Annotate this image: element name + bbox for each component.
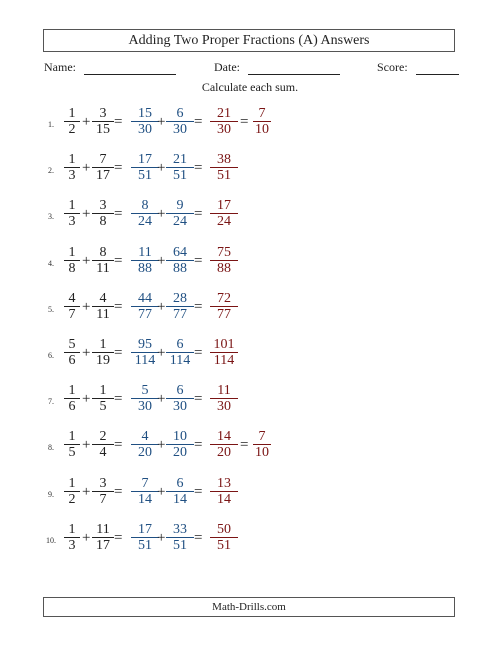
addend-1-denominator: 3 bbox=[64, 213, 80, 229]
sum-result-numerator: 17 bbox=[217, 198, 231, 214]
converted-addend-2-denominator: 51 bbox=[166, 167, 194, 183]
sum-result bbox=[210, 106, 238, 137]
converted-addend-1 bbox=[131, 106, 159, 137]
problem-row bbox=[0, 522, 500, 562]
converted-addend-2-numerator: 28 bbox=[173, 290, 187, 306]
addend-1-denominator: 3 bbox=[64, 167, 80, 183]
sum-result bbox=[210, 291, 238, 322]
sum-result bbox=[210, 337, 238, 368]
addend-2-denominator: 19 bbox=[92, 352, 114, 368]
sum-result-numerator: 38 bbox=[217, 152, 231, 168]
addend-1 bbox=[64, 152, 80, 183]
sum-result-denominator: 14 bbox=[210, 491, 238, 507]
instructions: Calculate each sum. bbox=[201, 80, 299, 94]
sum-result bbox=[210, 245, 238, 276]
converted-addend-2-numerator: 21 bbox=[173, 152, 187, 168]
converted-addend-1-numerator: 4 bbox=[141, 429, 149, 445]
equals-sign: = bbox=[114, 114, 123, 130]
simplified-result-numerator: 7 bbox=[258, 429, 266, 445]
sum-result-denominator: 30 bbox=[210, 398, 238, 414]
simplified-result bbox=[253, 106, 271, 137]
converted-addend-1 bbox=[131, 245, 159, 276]
footer bbox=[43, 597, 455, 617]
converted-addend-2-denominator: 77 bbox=[166, 306, 194, 322]
problem-number: 8. bbox=[48, 443, 54, 453]
addend-2 bbox=[92, 291, 114, 322]
addend-1-numerator: 5 bbox=[68, 337, 76, 352]
sum-result-denominator: 51 bbox=[210, 167, 238, 183]
problem-number: 7. bbox=[48, 397, 54, 407]
converted-addend-1 bbox=[131, 291, 159, 322]
sum-result-denominator: 20 bbox=[210, 444, 238, 460]
converted-addend-2 bbox=[166, 152, 194, 183]
equals-sign: = bbox=[114, 529, 123, 546]
addend-1 bbox=[64, 522, 80, 553]
plus-sign: + bbox=[82, 298, 91, 315]
problem-number: 2. bbox=[48, 166, 54, 176]
addend-2-denominator: 17 bbox=[92, 167, 114, 183]
plus-sign: + bbox=[82, 160, 91, 177]
equals-sign: = bbox=[114, 437, 123, 454]
converted-addend-1-denominator: 24 bbox=[131, 213, 159, 229]
addend-1-denominator: 6 bbox=[64, 352, 80, 368]
converted-addend-1-numerator: 44 bbox=[138, 290, 152, 306]
problem-number: 1. bbox=[48, 120, 54, 129]
sum-result bbox=[210, 198, 238, 229]
sum-result-numerator: 21 bbox=[217, 106, 231, 121]
converted-addend-1-numerator: 15 bbox=[138, 106, 152, 121]
problem-number: 10. bbox=[46, 535, 56, 545]
plus-sign: + bbox=[157, 298, 166, 315]
equals-sign: = bbox=[194, 206, 203, 223]
problem-number: 5. bbox=[48, 304, 54, 314]
converted-addend-2-denominator: 30 bbox=[166, 398, 194, 414]
equals-sign: = bbox=[114, 252, 123, 269]
sum-result-denominator: 114 bbox=[210, 352, 238, 368]
converted-addend-1-numerator: 8 bbox=[141, 198, 149, 214]
converted-addend-2-numerator: 6 bbox=[176, 475, 184, 491]
plus-sign: + bbox=[157, 483, 166, 500]
sum-result-denominator: 51 bbox=[210, 537, 238, 553]
converted-addend-2-denominator: 20 bbox=[166, 444, 194, 460]
addend-2-numerator: 3 bbox=[99, 198, 107, 214]
sum-result-denominator: 24 bbox=[210, 213, 238, 229]
addend-2 bbox=[92, 337, 114, 368]
converted-addend-1-denominator: 14 bbox=[131, 491, 159, 507]
converted-addend-2 bbox=[166, 291, 194, 322]
converted-addend-2-numerator: 10 bbox=[173, 429, 187, 445]
addend-1-numerator: 1 bbox=[68, 521, 76, 537]
addend-2-numerator: 2 bbox=[99, 429, 107, 445]
sum-result bbox=[210, 152, 238, 183]
plus-sign: + bbox=[82, 483, 91, 500]
name-label: Name: bbox=[44, 60, 76, 74]
sum-result-denominator: 88 bbox=[210, 260, 238, 276]
addend-1-numerator: 1 bbox=[68, 244, 76, 260]
addend-1-denominator: 5 bbox=[64, 444, 80, 460]
converted-addend-2-denominator: 114 bbox=[166, 352, 194, 368]
date-label: Date: bbox=[214, 60, 240, 74]
title-text: Adding Two Proper Fractions (A) Answers bbox=[128, 32, 370, 48]
addend-2-numerator: 8 bbox=[99, 244, 107, 260]
problem-number: 9. bbox=[48, 489, 54, 499]
converted-addend-1-denominator: 30 bbox=[131, 398, 159, 414]
converted-addend-2-numerator: 6 bbox=[176, 106, 184, 121]
name-line[interactable] bbox=[84, 63, 176, 75]
addend-2-denominator: 4 bbox=[92, 444, 114, 460]
converted-addend-2-numerator: 9 bbox=[176, 198, 184, 214]
sum-result-denominator: 30 bbox=[210, 121, 238, 137]
addend-1-denominator: 8 bbox=[64, 260, 80, 276]
score-field bbox=[377, 60, 459, 75]
converted-addend-1 bbox=[131, 522, 159, 553]
converted-addend-2 bbox=[166, 522, 194, 553]
addend-1-numerator: 1 bbox=[68, 475, 76, 491]
equals-sign: = bbox=[194, 252, 203, 269]
converted-addend-1 bbox=[131, 198, 159, 229]
plus-sign: + bbox=[82, 114, 91, 130]
converted-addend-2-denominator: 88 bbox=[166, 260, 194, 276]
problem-number: 6. bbox=[48, 351, 54, 360]
sum-result-numerator: 50 bbox=[217, 521, 231, 537]
date-field bbox=[214, 60, 340, 75]
addend-2-numerator: 1 bbox=[99, 337, 107, 352]
equals-sign: = bbox=[240, 437, 249, 454]
sum-result bbox=[210, 383, 238, 414]
sum-result-numerator: 11 bbox=[217, 383, 231, 399]
converted-addend-1-denominator: 51 bbox=[131, 167, 159, 183]
equals-sign: = bbox=[194, 160, 203, 177]
addend-1-denominator: 6 bbox=[64, 398, 80, 414]
converted-addend-2 bbox=[166, 106, 194, 137]
converted-addend-2-denominator: 14 bbox=[166, 491, 194, 507]
addend-2-numerator: 11 bbox=[96, 521, 110, 537]
addend-1 bbox=[64, 291, 80, 322]
addend-2-numerator: 1 bbox=[99, 383, 107, 399]
equals-sign: = bbox=[114, 483, 123, 500]
simplified-result-denominator: 10 bbox=[255, 445, 269, 461]
problem-row bbox=[0, 291, 500, 331]
equals-sign: = bbox=[194, 298, 203, 315]
converted-addend-1-denominator: 77 bbox=[131, 306, 159, 322]
addend-2-numerator: 4 bbox=[99, 290, 107, 306]
plus-sign: + bbox=[157, 252, 166, 269]
sum-result-numerator: 14 bbox=[217, 429, 231, 445]
score-line[interactable] bbox=[416, 63, 459, 75]
converted-addend-2 bbox=[166, 476, 194, 507]
plus-sign: + bbox=[157, 437, 166, 454]
simplified-result-numerator: 7 bbox=[258, 106, 266, 121]
problem-row bbox=[0, 152, 500, 192]
addend-1-denominator: 3 bbox=[64, 537, 80, 553]
converted-addend-2 bbox=[166, 383, 194, 414]
converted-addend-2 bbox=[166, 245, 194, 276]
date-line[interactable] bbox=[248, 63, 340, 75]
converted-addend-1-numerator: 17 bbox=[138, 152, 152, 168]
addend-1 bbox=[64, 429, 80, 460]
problem-row bbox=[0, 106, 500, 146]
addend-1-denominator: 2 bbox=[64, 121, 80, 137]
equals-sign: = bbox=[114, 206, 123, 223]
plus-sign: + bbox=[157, 345, 166, 361]
converted-addend-2 bbox=[166, 337, 194, 368]
converted-addend-1-numerator: 95 bbox=[138, 337, 152, 352]
converted-addend-2-numerator: 33 bbox=[173, 521, 187, 537]
converted-addend-1 bbox=[131, 476, 159, 507]
plus-sign: + bbox=[82, 529, 91, 546]
addend-2 bbox=[92, 522, 114, 553]
converted-addend-2-numerator: 64 bbox=[173, 244, 187, 260]
addend-2 bbox=[92, 429, 114, 460]
converted-addend-1-numerator: 5 bbox=[141, 383, 149, 399]
equals-sign: = bbox=[194, 437, 203, 454]
addend-2 bbox=[92, 152, 114, 183]
simplified-result-denominator: 10 bbox=[255, 122, 269, 137]
plus-sign: + bbox=[157, 114, 166, 130]
problem-row bbox=[0, 337, 500, 377]
converted-addend-2-numerator: 6 bbox=[176, 337, 184, 352]
converted-addend-2 bbox=[166, 198, 194, 229]
equals-sign: = bbox=[194, 114, 203, 130]
converted-addend-1-numerator: 11 bbox=[138, 244, 152, 260]
addend-2 bbox=[92, 476, 114, 507]
addend-2-denominator: 7 bbox=[92, 491, 114, 507]
sum-result-numerator: 13 bbox=[217, 475, 231, 491]
problem-row bbox=[0, 429, 500, 469]
plus-sign: + bbox=[157, 391, 166, 408]
problem-number: 4. bbox=[48, 258, 54, 268]
addend-2-numerator: 3 bbox=[99, 106, 107, 121]
addend-1-numerator: 1 bbox=[68, 198, 76, 214]
addend-1-denominator: 2 bbox=[64, 491, 80, 507]
equals-sign: = bbox=[114, 160, 123, 177]
equals-sign: = bbox=[194, 529, 203, 546]
sum-result bbox=[210, 476, 238, 507]
problem-row bbox=[0, 476, 500, 516]
sum-result bbox=[210, 429, 238, 460]
addend-1 bbox=[64, 198, 80, 229]
equals-sign: = bbox=[240, 114, 249, 130]
converted-addend-1-denominator: 88 bbox=[131, 260, 159, 276]
converted-addend-2-denominator: 51 bbox=[166, 537, 194, 553]
addend-2 bbox=[92, 245, 114, 276]
problem-row bbox=[0, 383, 500, 423]
footer-text: Math-Drills.com bbox=[212, 601, 286, 613]
converted-addend-2-denominator: 24 bbox=[166, 213, 194, 229]
sum-result-numerator: 75 bbox=[217, 244, 231, 260]
addend-1-numerator: 1 bbox=[68, 152, 76, 168]
name-field bbox=[44, 60, 176, 75]
simplified-result bbox=[253, 429, 271, 460]
addend-1 bbox=[64, 337, 80, 368]
converted-addend-2-numerator: 6 bbox=[176, 383, 184, 399]
plus-sign: + bbox=[82, 437, 91, 454]
converted-addend-1 bbox=[131, 337, 159, 368]
addend-1 bbox=[64, 476, 80, 507]
addend-1-numerator: 1 bbox=[68, 106, 76, 121]
converted-addend-1 bbox=[131, 429, 159, 460]
equals-sign: = bbox=[114, 391, 123, 408]
sum-result-numerator: 72 bbox=[217, 290, 231, 306]
problem-row bbox=[0, 198, 500, 238]
addend-2 bbox=[92, 383, 114, 414]
sum-result bbox=[210, 522, 238, 553]
addend-1-denominator: 7 bbox=[64, 306, 80, 322]
addend-1-numerator: 4 bbox=[68, 290, 76, 306]
addend-1-numerator: 1 bbox=[68, 383, 76, 399]
score-label: Score: bbox=[377, 60, 408, 74]
converted-addend-1-denominator: 20 bbox=[131, 444, 159, 460]
converted-addend-1-numerator: 17 bbox=[138, 521, 152, 537]
converted-addend-1-denominator: 51 bbox=[131, 537, 159, 553]
plus-sign: + bbox=[82, 345, 91, 361]
plus-sign: + bbox=[82, 391, 91, 408]
plus-sign: + bbox=[82, 206, 91, 223]
addend-2-denominator: 5 bbox=[92, 398, 114, 414]
addend-2-denominator: 17 bbox=[92, 537, 114, 553]
addend-2-denominator: 15 bbox=[92, 121, 114, 137]
addend-2 bbox=[92, 106, 114, 137]
addend-1 bbox=[64, 245, 80, 276]
converted-addend-1-denominator: 114 bbox=[131, 352, 159, 368]
problem-row bbox=[0, 245, 500, 285]
equals-sign: = bbox=[114, 345, 123, 361]
addend-2-denominator: 11 bbox=[92, 260, 114, 276]
sum-result-denominator: 77 bbox=[210, 306, 238, 322]
sum-result-numerator: 101 bbox=[213, 337, 235, 352]
plus-sign: + bbox=[157, 160, 166, 177]
addend-2-numerator: 7 bbox=[99, 152, 107, 168]
addend-1 bbox=[64, 106, 80, 137]
equals-sign: = bbox=[194, 391, 203, 408]
addend-2-denominator: 8 bbox=[92, 213, 114, 229]
addend-2 bbox=[92, 198, 114, 229]
converted-addend-1-denominator: 30 bbox=[131, 121, 159, 137]
converted-addend-1 bbox=[131, 152, 159, 183]
plus-sign: + bbox=[157, 206, 166, 223]
equals-sign: = bbox=[114, 298, 123, 315]
plus-sign: + bbox=[82, 252, 91, 269]
worksheet-title bbox=[43, 29, 455, 52]
addend-1-numerator: 1 bbox=[68, 429, 76, 445]
plus-sign: + bbox=[157, 529, 166, 546]
converted-addend-2-denominator: 30 bbox=[166, 121, 194, 137]
converted-addend-1-numerator: 7 bbox=[141, 475, 149, 491]
converted-addend-2 bbox=[166, 429, 194, 460]
problem-number: 3. bbox=[48, 212, 54, 222]
addend-2-denominator: 11 bbox=[92, 306, 114, 322]
addend-1 bbox=[64, 383, 80, 414]
equals-sign: = bbox=[194, 345, 203, 361]
converted-addend-1 bbox=[131, 383, 159, 414]
equals-sign: = bbox=[194, 483, 203, 500]
addend-2-numerator: 3 bbox=[99, 475, 107, 491]
